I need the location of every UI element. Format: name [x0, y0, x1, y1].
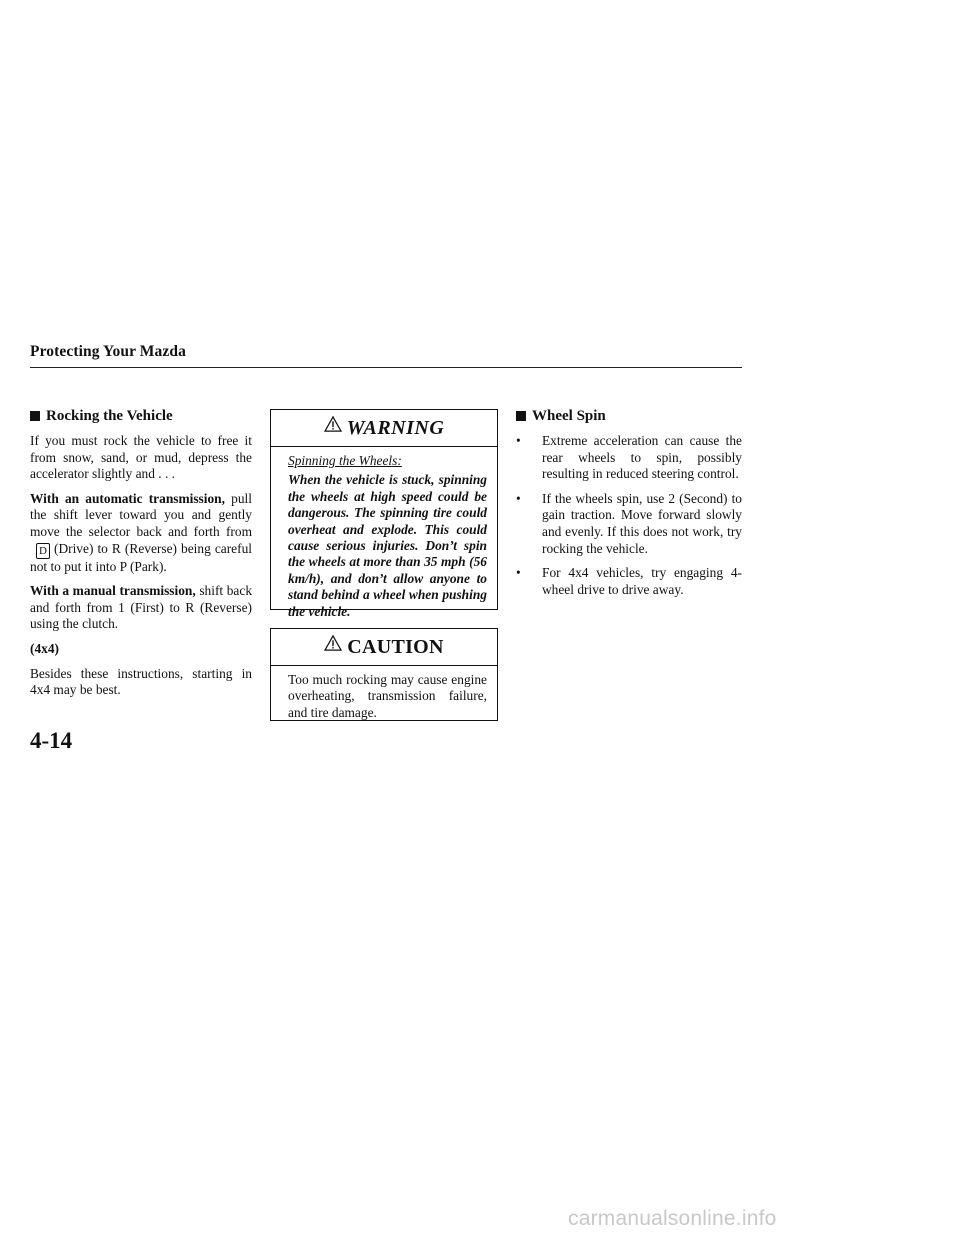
warning-subtitle: Spinning the Wheels: — [288, 453, 402, 468]
caution-text: Too much rocking may cause engine overheating, transmission failure, and tire damage. — [288, 672, 487, 720]
caution-header — [271, 629, 497, 666]
list-item — [516, 433, 742, 483]
warning-label: WARNING — [346, 416, 445, 439]
rocking-paragraph-3 — [30, 583, 252, 633]
warning-body — [271, 447, 497, 620]
bullet-dot-icon: • — [516, 433, 521, 448]
warning-triangle-icon — [324, 416, 342, 432]
square-bullet-icon — [516, 411, 526, 421]
automatic-transmission-label: With an automatic transmission, — [30, 490, 225, 506]
warning-header — [271, 410, 497, 447]
drive-gear-icon: D — [36, 543, 50, 559]
automatic-text: pull the shift lever toward you and gently move the selector back and forth from — [30, 490, 252, 539]
square-bullet-icon — [30, 411, 40, 421]
rocking-heading — [30, 407, 252, 425]
page-number: 4-14 — [30, 728, 73, 753]
caution-box — [270, 628, 498, 721]
wheelspin-heading — [516, 407, 742, 425]
watermark: carmanualsonline.info — [568, 1207, 777, 1230]
label-4x4 — [30, 641, 252, 658]
wheelspin-list — [516, 433, 742, 598]
list-item — [516, 491, 742, 557]
bullet-dot-icon: • — [516, 565, 521, 581]
rocking-section — [30, 407, 252, 707]
wheelspin-section — [516, 407, 742, 606]
list-item — [516, 565, 742, 598]
page-header-title: Protecting Your Mazda — [30, 343, 186, 360]
rocking-paragraph-4: Besides these instructions, starting in 4x4 may be best. — [30, 665, 252, 698]
list-item-text: For 4x4 vehicles, try engaging 4-wheel drive to drive away. — [542, 565, 742, 597]
rocking-heading-text: Rocking the Vehicle — [46, 407, 173, 424]
rocking-paragraph-1: If you must rock the vehicle to free it from snow, sand, or mud, depress the accelerator slightly and . . . — [30, 433, 252, 482]
manual-text: shift back and forth from 1 (First) to R (Reverse) using the clutch. — [30, 583, 253, 632]
caution-label: CAUTION — [347, 635, 444, 658]
header-rule — [30, 367, 742, 368]
list-item-text: If the wheels spin, use 2 (Second) to gain traction. Move forward slowly and evenly. If this does not work, try rocking the vehicle. — [542, 490, 742, 556]
warning-text: When the vehicle is stuck, spinning the wheels at high speed could be dangerous. The spinning tire could overheat and explode. This could cause serious injuries. Don’t spin the wheels at more than 35 mph (56 km/h), and don’t allow anyone to stand behind a wheel when pushing the vehicle. — [288, 472, 487, 619]
rocking-paragraph-2 — [30, 491, 252, 575]
manual-transmission-label: With a manual transmission, — [30, 583, 196, 599]
automatic-text-after: (Drive) to R (Reverse) being careful not to put it into P (Park). — [30, 540, 252, 574]
warning-box — [270, 409, 498, 619]
bullet-dot-icon: • — [516, 490, 521, 506]
wheelspin-heading-text: Wheel Spin — [532, 407, 606, 424]
caution-body — [271, 666, 497, 721]
label-4x4-text: (4x4) — [30, 640, 60, 656]
caution-triangle-icon — [324, 635, 342, 651]
list-item-text: Extreme acceleration can cause the rear wheels to spin, possibly resulting in reduced steering control. — [542, 433, 742, 482]
